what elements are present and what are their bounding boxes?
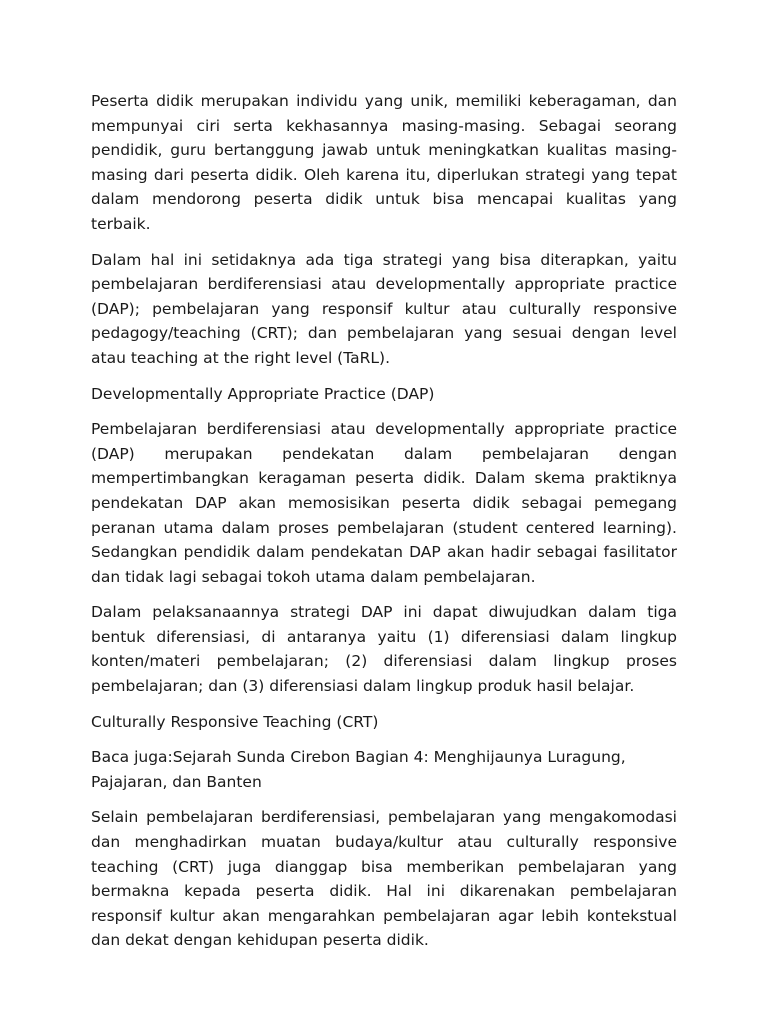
paragraph-intro: Peserta didik merupakan individu yang unik, memiliki keberagaman, dan mempunyai ciri serta kekhasannya masing-masing. Sebagai seorang pendidik, guru bertanggung jawab untuk meningkatkan kualitas masing-masing dari peserta didik. Oleh karena itu, diperlukan strategi yang tepat dalam mendorong peserta didik untuk bisa mencapai kualitas yang terbaik.: [91, 92, 677, 233]
document-body: [91, 89, 677, 964]
section-heading-dap: Developmentally Appropriate Practice (DAP): [91, 384, 435, 403]
read-also-link[interactable]: Baca juga:Sejarah Sunda Cirebon Bagian 4: Menghijaunya Luragung, Pajajaran, dan Banten: [91, 748, 626, 791]
paragraph-dap-implementation: Dalam pelaksanaannya strategi DAP ini dapat diwujudkan dalam tiga bentuk diferensiasi, di antaranya yaitu (1) diferensiasi dalam lingkup konten/materi pembelajaran; (2) diferensiasi dalam lingkup proses pembelajaran; dan (3) diferensiasi dalam lingkup produk hasil belajar.: [91, 603, 677, 696]
paragraph-strategies: Dalam hal ini setidaknya ada tiga strategi yang bisa diterapkan, yaitu pembelajaran berdiferensiasi atau developmentally appropriate practice (DAP); pembelajaran yang responsif kultur atau culturally responsive pedagogy/teaching (CRT); dan pembelajaran yang sesuai dengan level atau teaching at the right level (TaRL).: [91, 250, 677, 367]
paragraph-crt-definition: Selain pembelajaran berdiferensiasi, pembelajaran yang mengakomodasi dan menghadirkan muatan budaya/kultur atau culturally responsive teaching (CRT) juga dianggap bisa memberikan pembelajaran yang bermakna kepada peserta didik. Hal ini dikarenakan pembelajaran responsif kultur akan mengarahkan pembelajaran agar lebih kontekstual dan dekat dengan kehidupan peserta didik.: [91, 808, 677, 950]
section-heading-crt: Culturally Responsive Teaching (CRT): [91, 712, 379, 731]
paragraph-dap-definition: Pembelajaran berdiferensiasi atau developmentally appropriate practice (DAP) merupakan pendekatan dalam pembelajaran dengan mempertimbangkan keragaman peserta didik. Dalam skema praktiknya pendekatan DAP akan memosisikan peserta didik sebagai pemegang peranan utama dalam proses pembelajaran (student centered learning). Sedangkan pendidik dalam pendekatan DAP akan hadir sebagai fasilitator dan tidak lagi sebagai tokoh utama dalam pembelajaran.: [91, 420, 677, 586]
